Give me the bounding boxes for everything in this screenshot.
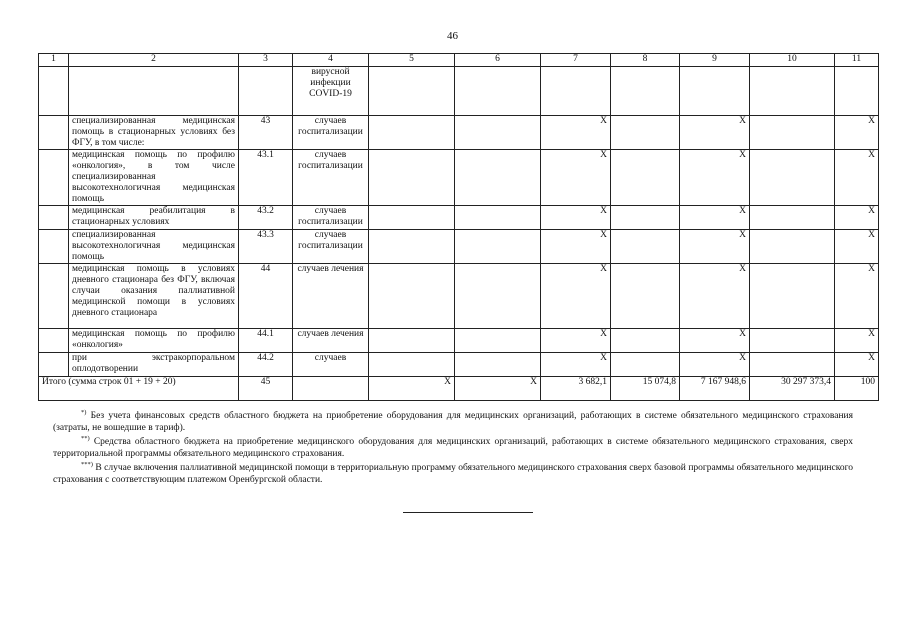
total-row	[39, 377, 879, 401]
table-row	[39, 353, 879, 377]
table-cell: 100	[835, 377, 879, 401]
table-row	[39, 329, 879, 353]
table-row	[39, 206, 879, 230]
header-cell: 6	[455, 54, 541, 67]
table-cell: X	[835, 150, 879, 206]
table-cell	[39, 329, 69, 353]
table-cell: медицинская помощь по профилю «онкология»	[69, 329, 239, 353]
table-cell	[39, 150, 69, 206]
table-cell: 43.2	[239, 206, 293, 230]
table-cell: 15 074,8	[611, 377, 680, 401]
table-cell	[611, 206, 680, 230]
table-cell	[39, 230, 69, 264]
table-cell: X	[680, 230, 750, 264]
table-cell	[455, 206, 541, 230]
header-cell: 1	[39, 54, 69, 67]
table-cell	[750, 206, 835, 230]
table-cell: вирусной инфекции COVID-19	[293, 67, 369, 116]
table-cell	[39, 67, 69, 116]
table-cell: 7 167 948,6	[680, 377, 750, 401]
footnote: ***) В случае включения паллиативной медицинской помощи в территориальную программу обязательного медицинского страхования сверх базовой программы обязательного медицинского страхования с соответствующим платежом Оренбургской области.	[53, 460, 853, 485]
table-cell	[455, 150, 541, 206]
footnote: *) Без учета финансовых средств областного бюджета на приобретение оборудования для медицинских организаций, работающих в системе обязательного медицинского страхования (затраты, не вошедшие в тариф).	[53, 408, 854, 433]
table-cell	[369, 206, 455, 230]
table-cell	[39, 116, 69, 150]
table-cell	[455, 329, 541, 353]
table-cell: X	[835, 206, 879, 230]
table-cell: X	[680, 353, 750, 377]
table-cell: специализированная медицинская помощь в стационарных условиях без ФГУ, в том числе:	[69, 116, 239, 150]
table-cell	[239, 67, 293, 116]
table-cell: X	[680, 329, 750, 353]
table-cell: X	[680, 264, 750, 329]
table-cell: медицинская помощь в условиях дневного стационара без ФГУ, включая случаи оказания паллиативной медицинской помощи в условиях дневного стационара	[69, 264, 239, 329]
table-cell: X	[680, 116, 750, 150]
table-cell	[611, 150, 680, 206]
table-cell: случаев госпитализации	[293, 116, 369, 150]
table-cell: 44	[239, 264, 293, 329]
table-cell	[611, 353, 680, 377]
table-cell	[611, 116, 680, 150]
table-cell: медицинская помощь по профилю «онкология», в том числе специализированная высокотехнологичная медицинская помощь	[69, 150, 239, 206]
table-cell: при экстракорпоральном оплодотворении	[69, 353, 239, 377]
header-cell: 5	[369, 54, 455, 67]
table-cell: случаев госпитализации	[293, 230, 369, 264]
table-cell: X	[680, 206, 750, 230]
table-cell	[611, 264, 680, 329]
table-cell: случаев	[293, 353, 369, 377]
table-cell: X	[369, 377, 455, 401]
table-cell: медицинская реабилитация в стационарных условиях	[69, 206, 239, 230]
table-cell: X	[541, 116, 611, 150]
table-cell: X	[835, 353, 879, 377]
table-row	[39, 150, 879, 206]
table-cell: X	[835, 230, 879, 264]
header-row	[39, 54, 879, 67]
table-cell: случаев лечения	[293, 329, 369, 353]
table-row	[39, 264, 879, 329]
table-cell: случаев лечения	[293, 264, 369, 329]
table-cell	[369, 116, 455, 150]
table-cell	[750, 329, 835, 353]
table-cell: X	[541, 150, 611, 206]
table-cell	[750, 116, 835, 150]
table-cell: 43.1	[239, 150, 293, 206]
table-row	[39, 67, 879, 116]
table-cell	[455, 230, 541, 264]
table-cell: 44.2	[239, 353, 293, 377]
total-label: Итого (сумма строк 01 + 19 + 20)	[39, 377, 239, 401]
table-cell: 43.3	[239, 230, 293, 264]
table-cell: случаев госпитализации	[293, 150, 369, 206]
table-cell	[680, 67, 750, 116]
table-cell	[369, 67, 455, 116]
table-cell	[293, 377, 369, 401]
table-cell	[455, 116, 541, 150]
table-cell: X	[541, 206, 611, 230]
table-cell: X	[541, 264, 611, 329]
table-cell: 44.1	[239, 329, 293, 353]
table-cell: 43	[239, 116, 293, 150]
header-cell: 3	[239, 54, 293, 67]
table-cell: X	[835, 264, 879, 329]
table-cell: X	[541, 353, 611, 377]
header-cell: 11	[835, 54, 879, 67]
table-cell	[69, 67, 239, 116]
table-cell	[369, 353, 455, 377]
end-divider	[403, 512, 533, 513]
header-cell: 7	[541, 54, 611, 67]
table-cell	[455, 353, 541, 377]
table-cell: 45	[239, 377, 293, 401]
table-cell: специализированная высокотехнологичная медицинская помощь	[69, 230, 239, 264]
table-cell	[750, 264, 835, 329]
table-cell	[541, 67, 611, 116]
table-cell	[835, 67, 879, 116]
table-row	[39, 230, 879, 264]
table-cell	[369, 230, 455, 264]
table-row	[39, 116, 879, 150]
header-cell: 10	[750, 54, 835, 67]
table-cell: 30 297 373,4	[750, 377, 835, 401]
footnotes	[53, 410, 853, 486]
table-cell: X	[455, 377, 541, 401]
page-number: 46	[447, 30, 458, 42]
table-cell: X	[541, 329, 611, 353]
table-cell: X	[835, 329, 879, 353]
header-cell: 2	[69, 54, 239, 67]
table-cell	[39, 264, 69, 329]
header-cell: 8	[611, 54, 680, 67]
footnote: **) Средства областного бюджета на приобретение медицинского оборудования для медицинских организаций, работающих в системе обязательного медицинского страхования, сверх территориальной программы обязательного медицинского страхования.	[53, 434, 853, 459]
table-cell: 3 682,1	[541, 377, 611, 401]
table-cell	[39, 353, 69, 377]
table-cell	[455, 67, 541, 116]
table-cell	[369, 264, 455, 329]
table-cell	[611, 230, 680, 264]
header-cell: 4	[293, 54, 369, 67]
table-cell	[369, 329, 455, 353]
table-cell	[750, 67, 835, 116]
table-cell	[750, 150, 835, 206]
table-cell	[369, 150, 455, 206]
header-cell: 9	[680, 54, 750, 67]
data-table	[38, 53, 879, 401]
table-cell	[611, 67, 680, 116]
table-cell	[611, 329, 680, 353]
table-cell: случаев госпитализации	[293, 206, 369, 230]
table-cell: X	[835, 116, 879, 150]
table-cell: X	[680, 150, 750, 206]
table-cell	[39, 206, 69, 230]
table-cell	[750, 230, 835, 264]
table-cell	[455, 264, 541, 329]
table-cell	[750, 353, 835, 377]
table-cell: X	[541, 230, 611, 264]
